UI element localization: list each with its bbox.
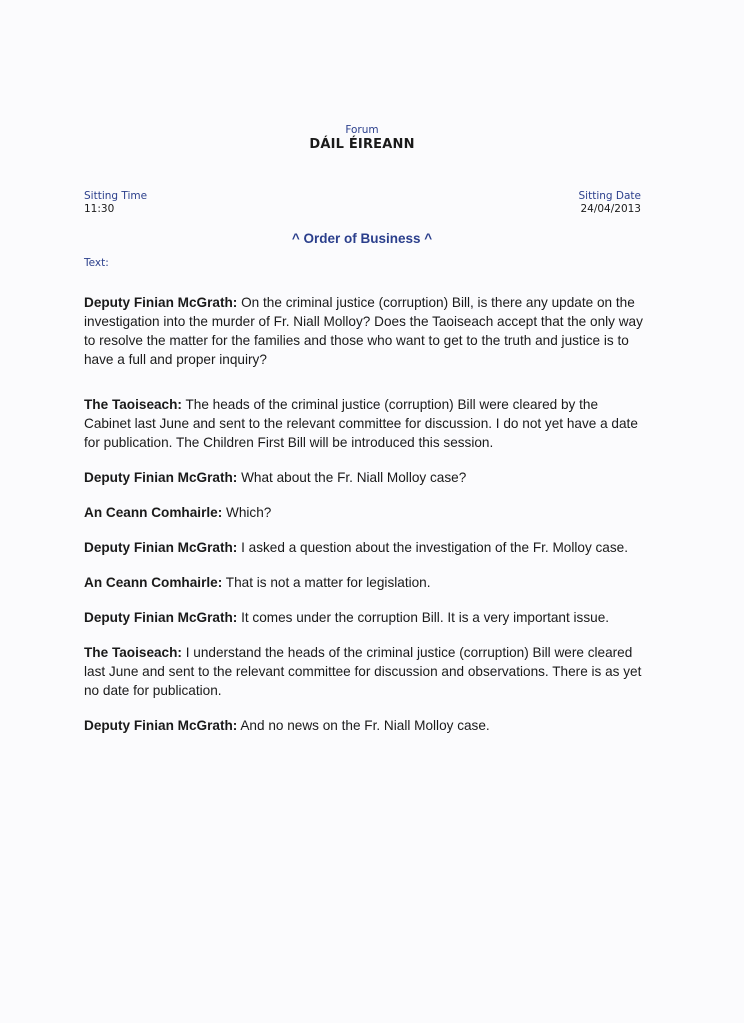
transcript-paragraph (84, 293, 646, 369)
speaker-name: Deputy Finian McGrath: (84, 610, 238, 625)
transcript-paragraph (84, 716, 646, 735)
speech-text: That is not a matter for legislation. (222, 575, 431, 590)
text-label: Text: (84, 257, 109, 269)
transcript-paragraph (84, 395, 646, 452)
speaker-name: Deputy Finian McGrath: (84, 718, 238, 733)
transcript (84, 293, 646, 735)
transcript-paragraph (84, 573, 646, 592)
transcript-paragraph (84, 538, 646, 557)
speech-text: It comes under the corruption Bill. It is a very important issue. (237, 610, 610, 625)
speech-text: What about the Fr. Niall Molloy case? (237, 470, 467, 485)
speech-text: I understand the heads of the criminal justice (corruption) Bill were cleared last June and sent to the relevant committee for discussion and observations. There is as yet no date for publication. (84, 645, 642, 698)
speaker-name: Deputy Finian McGrath: (84, 470, 238, 485)
speech-text: I asked a question about the investigation of the Fr. Molloy case. (237, 540, 629, 555)
forum-label: Forum (345, 124, 379, 136)
sitting-date-label: Sitting Date (578, 190, 641, 202)
section-title: ^ Order of Business ^ (291, 231, 433, 246)
sitting-time-label: Sitting Time (84, 190, 148, 202)
speech-text: The heads of the criminal justice (corruption) Bill were cleared by the Cabinet last June and sent to the relevant committee for discussion. I do not yet have a date for publication. The Children First Bill will be introduced this session. (84, 397, 638, 450)
speech-text: Which? (222, 505, 272, 520)
sitting-date-value: 24/04/2013 (580, 203, 641, 215)
speaker-name: Deputy Finian McGrath: (84, 540, 238, 555)
speech-text: On the criminal justice (corruption) Bill, is there any update on the investigation into the murder of Fr. Niall Molloy? Does the Taoiseach accept that the only way to resolve the matter for the families and those who want to get to the truth and justice is to have a full and proper inquiry? (84, 295, 643, 367)
transcript-paragraph (84, 468, 646, 487)
sitting-time-value: 11:30 (84, 203, 115, 215)
speaker-name: An Ceann Comhairle: (84, 505, 223, 520)
speaker-name: Deputy Finian McGrath: (84, 295, 238, 310)
sitting-date (579, 190, 642, 216)
speaker-name: The Taoiseach: (84, 645, 182, 660)
transcript-paragraph (84, 643, 646, 700)
speaker-name: An Ceann Comhairle: (84, 575, 223, 590)
speaker-name: The Taoiseach: (84, 397, 182, 412)
forum-title: DÁIL ÉIREANN (309, 137, 415, 152)
speech-text: And no news on the Fr. Niall Molloy case. (237, 718, 490, 733)
transcript-paragraph (84, 608, 646, 627)
sitting-time (84, 190, 147, 216)
transcript-paragraph (84, 503, 646, 522)
